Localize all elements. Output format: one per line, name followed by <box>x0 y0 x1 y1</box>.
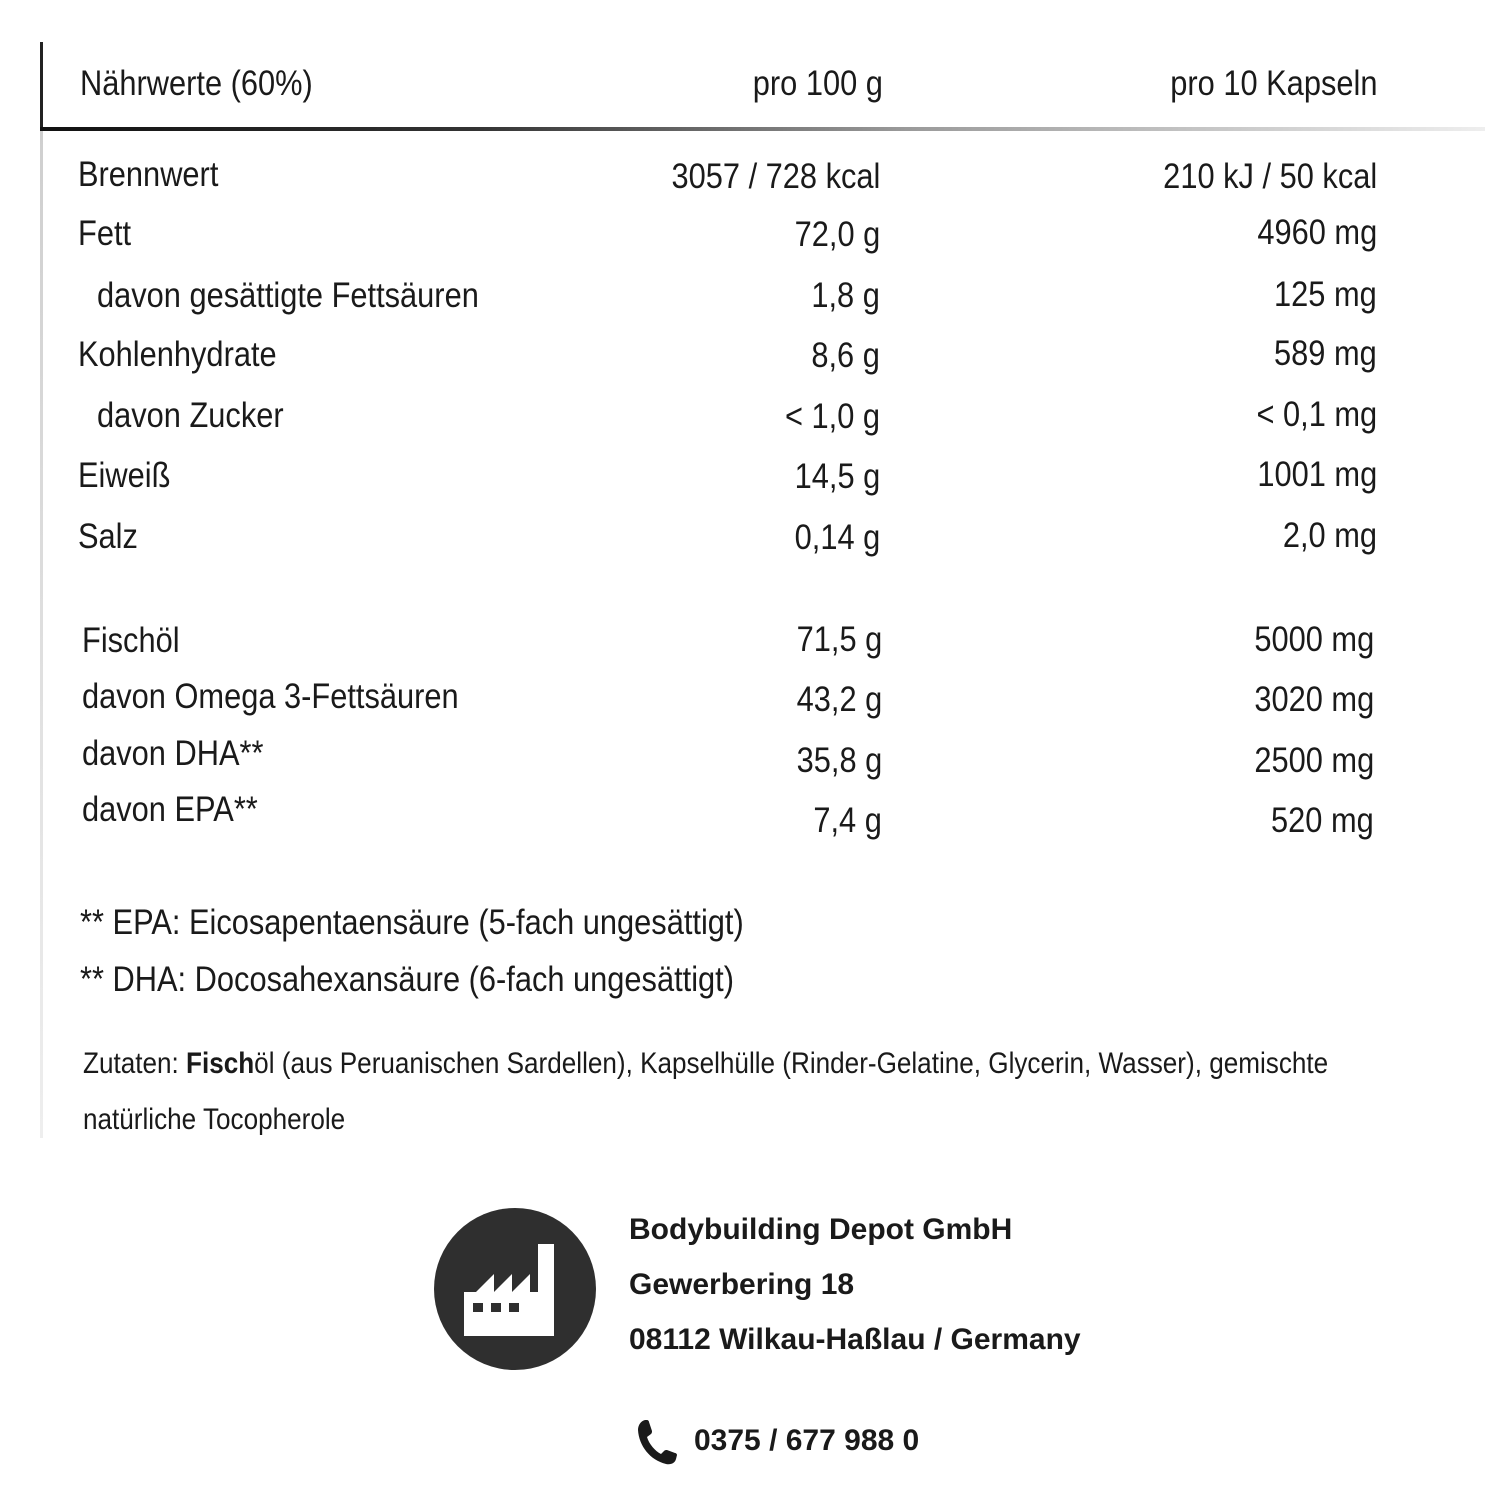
row-value-per-10-capsules: 520 mg <box>1271 801 1374 840</box>
row-value-per-100g: 7,4 g <box>813 801 882 840</box>
row-value-per-100g: 35,8 g <box>796 741 882 780</box>
row-label-indented: davon gesättigte Fettsäuren <box>97 276 479 315</box>
row-value-per-100g: 72,0 g <box>794 215 880 254</box>
row-value-per-100g: 43,2 g <box>796 680 882 719</box>
row-value-per-10-capsules: 589 mg <box>1274 334 1377 373</box>
frame-left-border-fade <box>40 130 43 1138</box>
row-label: Brennwert <box>78 155 219 194</box>
row-value-per-10-capsules: 4960 mg <box>1257 213 1377 252</box>
header-col-per-100g: pro 100 g <box>752 64 883 103</box>
row-value-per-100g: 8,6 g <box>811 336 880 375</box>
factory-icon-badge <box>434 1208 596 1370</box>
ingredients-bold: Fisch <box>186 1047 255 1080</box>
footnote-epa: ** EPA: Eicosapentaensäure (5-fach ungesättigt) <box>80 903 744 942</box>
row-value-per-100g: 1,8 g <box>811 276 880 315</box>
header-rule <box>40 127 1485 131</box>
row-label: davon Omega 3-Fettsäuren <box>82 677 459 716</box>
row-value-per-100g: 0,14 g <box>794 518 880 557</box>
row-value-per-10-capsules: < 0,1 mg <box>1256 395 1377 434</box>
row-value-per-10-capsules: 2,0 mg <box>1282 516 1377 555</box>
row-value-per-100g: < 1,0 g <box>784 397 880 436</box>
company-name: Bodybuilding Depot GmbH <box>629 1213 1013 1246</box>
row-label: Kohlenhydrate <box>78 335 277 374</box>
row-value-per-100g: 3057 / 728 kcal <box>671 157 880 196</box>
ingredients-prefix: Zutaten: <box>83 1047 187 1080</box>
ingredients-text <box>83 1036 1405 1148</box>
row-value-per-10-capsules: 3020 mg <box>1254 680 1374 719</box>
row-label: Fischöl <box>82 621 180 660</box>
row-label: davon DHA** <box>82 734 264 773</box>
row-label: Eiweiß <box>78 456 171 495</box>
row-value-per-100g: 71,5 g <box>796 620 882 659</box>
factory-icon <box>434 1208 596 1370</box>
row-value-per-100g: 14,5 g <box>794 457 880 496</box>
company-phone[interactable]: 0375 / 677 988 0 <box>694 1424 920 1457</box>
row-value-per-10-capsules: 1001 mg <box>1257 455 1377 494</box>
frame-left-border <box>40 42 43 130</box>
row-value-per-10-capsules: 5000 mg <box>1254 620 1374 659</box>
row-value-per-10-capsules: 210 kJ / 50 kcal <box>1162 157 1377 196</box>
row-label: davon EPA** <box>82 790 258 829</box>
header-col-per-10-capsules: pro 10 Kapseln <box>1169 64 1377 103</box>
row-value-per-10-capsules: 125 mg <box>1274 275 1377 314</box>
company-city: 08112 Wilkau-Haßlau / Germany <box>629 1323 1081 1356</box>
phone-icon <box>636 1418 678 1466</box>
row-value-per-10-capsules: 2500 mg <box>1254 741 1374 780</box>
header-label: Nährwerte (60%) <box>80 64 313 103</box>
company-street: Gewerbering 18 <box>629 1268 855 1301</box>
row-label-indented: davon Zucker <box>97 396 284 435</box>
row-label: Fett <box>78 214 132 253</box>
ingredients-rest: öl (aus Peruanischen Sardellen), Kapselhülle (Rinder-Gelatine, Glycerin, Wasser), gemischte natürliche Tocopherole <box>83 1047 1329 1136</box>
row-label: Salz <box>78 517 138 556</box>
footnote-dha: ** DHA: Docosahexansäure (6-fach ungesättigt) <box>80 960 734 999</box>
